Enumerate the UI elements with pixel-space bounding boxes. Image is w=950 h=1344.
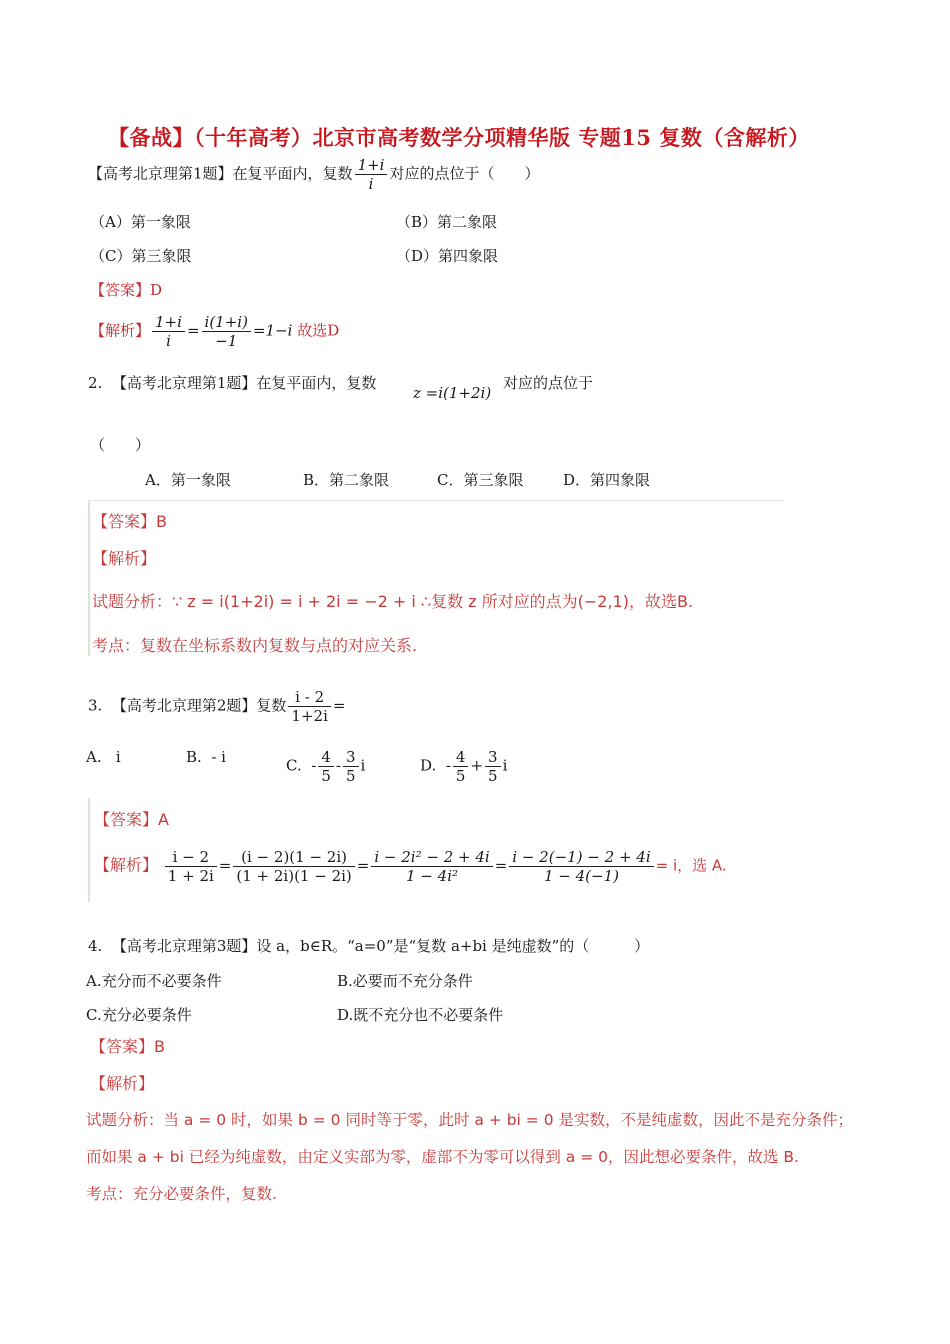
- q2-box-top: [88, 500, 785, 501]
- q3-opt-d-frac1: [453, 748, 469, 785]
- q3-opt-d-d2: 5: [485, 766, 501, 785]
- q1-jx-frac2: [202, 313, 251, 350]
- q2-stem-a: 在复平面内，复数: [256, 374, 377, 392]
- q3-tail: = i，选 A.: [655, 856, 727, 875]
- q2-option-b: B．第二象限: [303, 471, 390, 489]
- q3-opt-d-i: i: [502, 756, 508, 775]
- q3-opt-d-mid: +: [470, 756, 484, 775]
- q2-num: 2.: [88, 374, 103, 392]
- q1-answer: 【答案】D: [90, 281, 163, 299]
- q3-frac-num: i - 2: [295, 688, 325, 706]
- q1-option-c: （C）第三象限: [90, 247, 192, 265]
- q3-opt-a-label: A.: [86, 748, 102, 766]
- q2-answer: 【答案】B: [92, 512, 167, 531]
- q4-stem: [88, 935, 649, 956]
- q3-opt-c-d2: 5: [343, 766, 359, 785]
- q3-f4d: 1 − 4(−1): [509, 866, 653, 885]
- q2-kaodian: 考点：复数在坐标系数内复数与点的对应关系.: [92, 636, 418, 655]
- q3-opt-a-val: i: [115, 748, 121, 766]
- q3-jiexi-label: 【解析】: [94, 855, 159, 875]
- q3-tag: 【高考北京理第2题】: [111, 696, 257, 715]
- q3-opt-b-val: - i: [211, 748, 226, 766]
- q3-f1d: 1 + 2i: [165, 866, 217, 885]
- q4-num: 4.: [88, 937, 103, 955]
- q3-option-b: [186, 748, 226, 766]
- q4-option-d: D.既不充分也不必要条件: [337, 1006, 504, 1024]
- q4-tag: 【高考北京理第3题】: [111, 937, 257, 955]
- q1-option-b: （B）第二象限: [396, 213, 498, 231]
- q3-stem-text: 复数: [256, 696, 287, 715]
- q1-jiexi-label: 【解析】: [90, 321, 151, 340]
- q4-answer: 【答案】B: [90, 1037, 165, 1056]
- q2-option-c: C．第三象限: [437, 471, 524, 489]
- q3-analysis: 【解析】 $\frac{i - 2}{1 + 2i}$ = $\frac{(i - 2)(1 - 2i)}{(1 + 2i)(1 - 2i)}$ = $\frac{\text{i − 2i² − 2 + 4i}}{\text{1 − 4i²}}$ = $\frac{i - 2(-1) - 2 + 4i}{1 - 4(-1)}$ = i，选 A.: [94, 848, 727, 885]
- q3-opt-d-frac2: [485, 748, 501, 785]
- q3-f2d: (1 + 2i)(1 − 2i): [233, 866, 354, 885]
- q4-option-b: B.必要而不充分条件: [337, 972, 473, 990]
- q4-kaodian: 考点：充分必要条件，复数.: [86, 1185, 277, 1203]
- q3-opt-b-label: B.: [186, 748, 202, 766]
- q3-opt-c-frac1: [318, 748, 334, 785]
- q3-opt-d-label: D.: [420, 756, 437, 775]
- q3-stem: [88, 688, 345, 725]
- q3-option-a: [86, 748, 121, 766]
- q3-option-d: [420, 748, 507, 785]
- q2-jiexi-label: 【解析】: [92, 549, 157, 568]
- q3-answer: 【答案】A: [94, 810, 169, 829]
- q1-jx-num1: 1+i: [155, 313, 182, 331]
- q4-analysis-line1: 试题分析：当 a = 0 时，如果 b = 0 同时等于零，此时 a + bi = 0 是实数，不是纯虚数，因此不是充分条件；: [86, 1111, 853, 1129]
- q3-frac-den: 1+2i: [288, 706, 330, 725]
- q2-tag: 【高考北京理第1题】: [111, 374, 257, 392]
- q1-jx-frac1: [152, 313, 185, 350]
- q3-f3d: 1 − 4i²: [371, 866, 492, 885]
- q1-stem-a: 在复平面内，复数: [232, 164, 353, 183]
- q3-opt-c-mid: -: [335, 756, 341, 775]
- q3-opt-c-i: i: [360, 756, 366, 775]
- q4-jiexi-label: 【解析】: [90, 1074, 155, 1093]
- q2-analysis: 试题分析：∵ z = i(1+2i) = i + 2i = −2 + i ∴复数 z 所对应的点为(−2,1)，故选B.: [92, 592, 694, 611]
- q3-jx-frac1: [165, 848, 217, 885]
- q3-fraction: [288, 688, 330, 725]
- q1-option-d: （D）第四象限: [396, 247, 499, 265]
- q3-opt-d-pre: -: [445, 756, 451, 775]
- q3-opt-d-d1: 5: [453, 766, 469, 785]
- page-title: 【备战】（十年高考）北京市高考数学分项精华版 专题15 复数（含解析）: [108, 125, 810, 150]
- q1-fraction: [355, 156, 388, 193]
- q3-num: 3.: [88, 696, 103, 715]
- q2-stem-b: 对应的点位于: [503, 374, 594, 392]
- q1-option-a: （A）第一象限: [90, 213, 191, 231]
- q3-eq: =: [332, 696, 346, 715]
- q4-option-c: C.充分必要条件: [86, 1006, 192, 1024]
- q3-f3n: i − 2i² − 2 + 4i: [374, 848, 490, 866]
- q1-jx-den1: i: [152, 331, 185, 350]
- q3-opt-c-pre: -: [311, 756, 317, 775]
- q3-option-c: [286, 748, 365, 785]
- q3-f1n: i − 2: [172, 848, 210, 866]
- q1-jx-eq: =: [186, 321, 200, 340]
- q1-jx-end: 故选D: [297, 321, 340, 340]
- q2-option-a: A．第一象限: [145, 471, 231, 489]
- q4-stem-text: 设 a，b∈R。“a=0”是“复数 a+bi 是纯虚数”的（ ）: [256, 937, 650, 955]
- q3-opt-c-d1: 5: [318, 766, 334, 785]
- q3-jx-frac2: [233, 848, 354, 885]
- q1-jx-num2: i(1+i): [204, 313, 248, 331]
- q4-option-a: A.充分而不必要条件: [86, 972, 222, 990]
- q2-expr: z =i(1+2i): [413, 384, 492, 402]
- q3-jx-frac4: [509, 848, 653, 885]
- q3-f2n: (i − 2)(1 − 2i): [241, 848, 347, 866]
- q1-analysis: [90, 313, 339, 350]
- q1-tag: 【高考北京理第1题】: [88, 164, 233, 183]
- q3-opt-c-n2: 3: [345, 748, 356, 766]
- q1-frac-num: 1+i: [357, 156, 385, 174]
- q2-option-d: D．第四象限: [563, 471, 651, 489]
- q3-box-left: [88, 798, 90, 902]
- q3-jx-frac3: [371, 848, 492, 885]
- q2-stem: [88, 372, 376, 393]
- q3-opt-c-label: C.: [286, 756, 302, 775]
- q3-opt-c-frac2: [343, 748, 359, 785]
- q3-opt-c-n1: 4: [321, 748, 331, 766]
- q3-opt-d-n2: 3: [488, 748, 498, 766]
- q4-analysis-line2: 而如果 a + bi 已经为纯虚数，由定义实部为零，虚部不为零可以得到 a = 0，因此想必要条件，故选 B.: [86, 1148, 799, 1166]
- q1-stem-b: 对应的点位于（ ）: [389, 164, 540, 183]
- q1-jx-den2: −1: [202, 331, 251, 350]
- q1-stem: [88, 156, 540, 193]
- q1-frac-den: i: [355, 174, 388, 193]
- q1-jx-tail: =1−i: [252, 321, 293, 340]
- q3-f4n: i − 2(−1) − 2 + 4i: [512, 848, 651, 866]
- q2-paren: （ ）: [90, 436, 151, 454]
- q2-box-left: [88, 500, 90, 656]
- q3-opt-d-n1: 4: [455, 748, 466, 766]
